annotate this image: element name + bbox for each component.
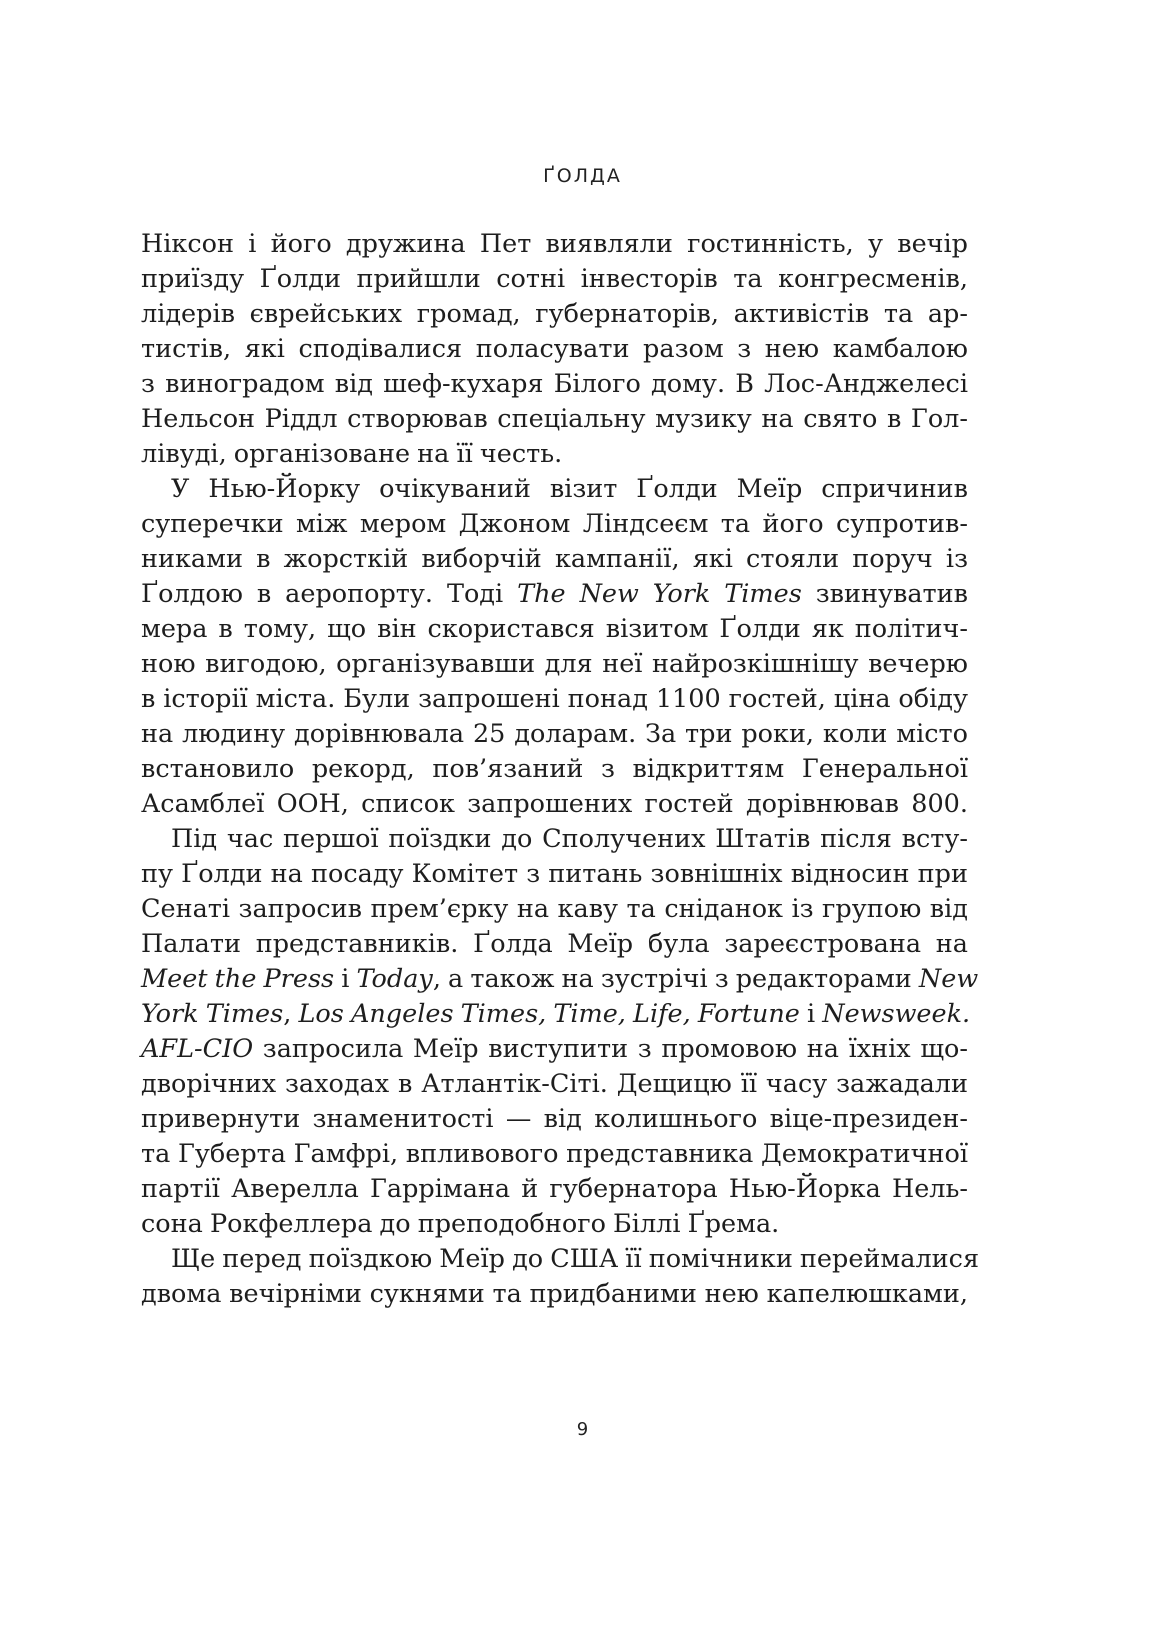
text-line: партії Аверелла Гаррімана й губернатора Нью-Йорка Нель-	[141, 1174, 968, 1204]
text-line: Під час першої поїздки до Сполучених Штатів після всту-	[171, 824, 968, 854]
text-line: дворічних заходах в Атлантік-Сіті. Дещицю її часу зажадали	[141, 1069, 968, 1099]
text-line: та Губерта Гамфрі, впливового представника Демократичної	[141, 1139, 968, 1169]
text-line: тистів, які сподівалися поласувати разом з нею камбалою	[141, 334, 968, 364]
italic-title: York Times	[141, 999, 284, 1029]
text-line: Нельсон Ріддл створював спеціальну музику на свято в Гол-	[141, 404, 968, 434]
text-line: пу Ґолди на посаду Комітет з питань зовнішніх відносин при	[141, 859, 968, 889]
text-line: Meet the Press і Today, а також на зустрічі з редакторами New	[141, 964, 979, 994]
text-line: York Times, Los Angeles Times, Time, Life, Fortune і Newsweek.	[141, 999, 971, 1029]
body-text	[141, 227, 980, 1312]
text-line: Ще перед поїздкою Меїр до США її помічники переймалися	[171, 1244, 980, 1274]
text-line: Асамблеї ООН, список запрошених гостей дорівнював 800.	[141, 789, 968, 819]
text-line: привернути знаменитості — від колишнього віце-президен-	[141, 1104, 968, 1134]
text-line: встановило рекорд, пов’язаний з відкриттям Генеральної	[141, 754, 968, 784]
italic-title: Meet the Press	[141, 964, 335, 994]
text-line: сона Рокфеллера до преподобного Біллі Ґрема.	[141, 1209, 780, 1239]
paragraph-2	[141, 472, 968, 822]
text-line: лівуді, організоване на її честь.	[141, 439, 563, 469]
text-line: Ніксон і його дружина Пет виявляли гостинність, у вечір	[141, 229, 968, 259]
italic-title: Los Angeles Times, Time, Life, Fortune	[298, 999, 800, 1029]
text-line: У Нью-Йорку очікуваний візит Ґолди Меїр спричинив	[171, 474, 968, 504]
paragraph-1	[141, 227, 968, 472]
running-head-title: ҐОЛДА	[543, 165, 622, 187]
text-line: Ґолдою в аеропорту. Тоді The New York Times звинуватив	[141, 579, 969, 609]
text-line: Палати представників. Ґолда Меїр була зареєстрована на	[141, 929, 968, 959]
text-line: в історії міста. Були запрошені понад 1100 гостей, ціна обіду	[141, 684, 968, 714]
italic-title: Newsweek.	[822, 999, 971, 1029]
text-line: никами в жорсткій виборчій кампанії, які стояли поруч із	[141, 544, 968, 574]
text-line: ною вигодою, організувавши для неї найрозкішнішу вечерю	[141, 649, 968, 679]
text-line: лідерів єврейських громад, губернаторів, активістів та ар-	[141, 299, 968, 329]
paragraph-3	[141, 822, 979, 1242]
text-line: мера в тому, що він скористався візитом Ґолди як політич-	[141, 614, 968, 644]
text-line: суперечки між мером Джоном Ліндсеєм та його супротив-	[141, 509, 968, 539]
text-line: на людину дорівнювала 25 доларам. За три роки, коли місто	[141, 719, 968, 749]
italic-title: Today	[356, 964, 433, 994]
italic-title: AFL-CIO	[141, 1034, 254, 1064]
text-line: двома вечірніми сукнями та придбаними нею капелюшками,	[141, 1279, 968, 1309]
text-line: Сенаті запросив прем’єрку на каву та сніданок із групою від	[141, 894, 968, 924]
paragraph-4	[141, 1242, 980, 1312]
italic-title: The New York Times	[517, 579, 802, 609]
text-line: AFL-CIO запросила Меїр виступити з промовою на їхніх що-	[141, 1034, 968, 1064]
text-line: з виноградом від шеф-кухаря Білого дому. В Лос-Анджелесі	[141, 369, 968, 399]
text-line: приїзду Ґолди прийшли сотні інвесторів та конгресменів,	[141, 264, 968, 294]
italic-title: New	[918, 964, 979, 994]
page-number: 9	[576, 1419, 589, 1440]
